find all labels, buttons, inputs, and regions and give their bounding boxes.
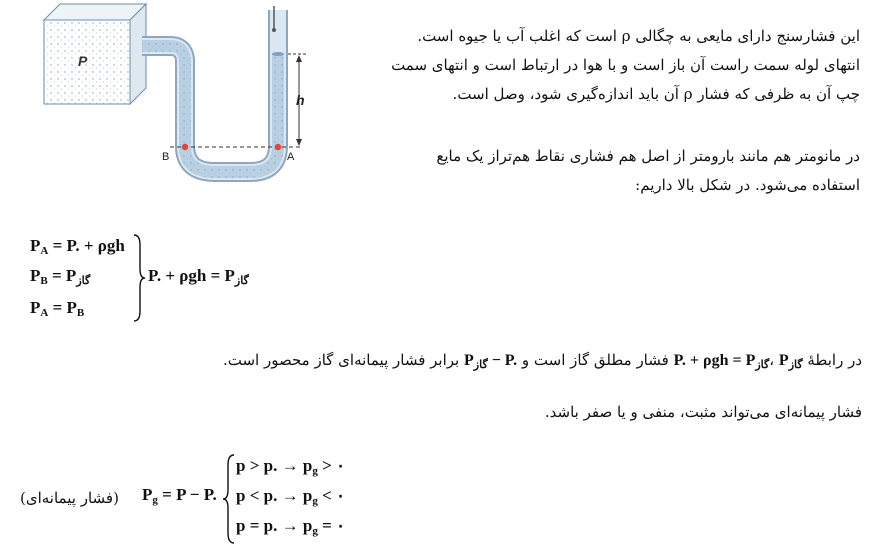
intro-line-3: چپ آن به ظرفی که فشار ρ آن باید اندازه‌گیری شود، وصل است. <box>452 85 860 103</box>
intro-line-2: انتهای لوله سمت راست آن باز است و با هوا در ارتباط است و انتهای سمت <box>391 56 860 74</box>
equation-result: P. + $\rho gh = P_{گاز}$ <box>148 266 249 287</box>
point-b-label: B <box>162 151 170 163</box>
equation-2: $P_B = P_{گاز}$ <box>30 266 91 287</box>
relation-sentence: در رابطهٔ P. + $\rho gh = P_{گاز}،$ $P_{گاز}$ فشار مطلق گاز است و $P_{گاز} - P$. برابر فشار پیمانه‌ای گاز محصور است. <box>222 351 862 371</box>
intro-line-1: این فشارسنج دارای مایعی به چگالی ρ است که اغلب آب یا جیوه است. <box>417 27 860 45</box>
gauge-formula: $P_g = P - P$. <box>142 485 217 506</box>
gauge-label: (فشار پیمانه‌ای) <box>20 489 119 507</box>
principle-line-1: در مانومتر هم مانند بارومتر از اصل هم فشاری نقاط هم‌تراز یک مایع <box>436 147 860 165</box>
box-pressure-label: P <box>78 53 88 69</box>
left-brace <box>222 453 236 545</box>
gauge-case-1: p > p. → $p_g$ > ۰ <box>236 456 346 477</box>
right-brace <box>132 233 146 323</box>
gauge-note: فشار پیمانه‌ای می‌تواند مثبت، منفی و یا صفر باشد. <box>544 403 862 421</box>
height-label: h <box>296 92 305 108</box>
equation-1: $P_A = P$. + ρgh <box>30 236 125 257</box>
point-b-marker <box>182 144 188 150</box>
manometer-figure <box>0 0 320 190</box>
u-tube <box>142 10 278 172</box>
principle-paragraph <box>350 142 860 200</box>
gauge-case-2: p < p. → $p_g$ < ۰ <box>236 486 346 507</box>
principle-line-2: استفاده می‌شود. در شکل بالا داریم: <box>635 176 860 194</box>
point-a-label: A <box>287 151 295 163</box>
pressure-box <box>44 4 146 104</box>
point-a-marker <box>275 144 281 150</box>
intro-paragraph <box>350 22 860 109</box>
gauge-case-3: p = p. → $p_g$ = ۰ <box>236 516 346 537</box>
equation-3: $P_A = P_B$ <box>30 298 85 319</box>
